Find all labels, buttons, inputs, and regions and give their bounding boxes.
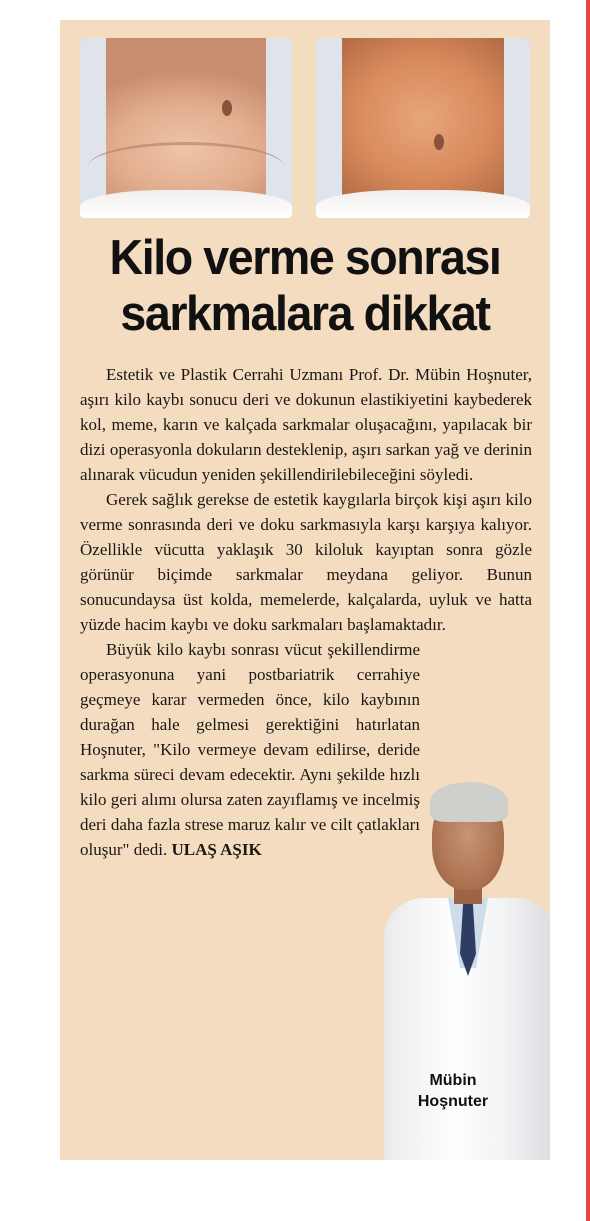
underwear	[316, 190, 530, 218]
photo-background	[266, 38, 292, 218]
paragraph-2: Gerek sağlık gerekse de estetik kaygılarla birçok kişi aşırı kilo verme sonrasında deri ve doku sarkmasıyla karşı karşıya kalıyor. Özellikle vücutta yaklaşık 30 kiloluk kayıptan sonra gözle görünür biçimde sarkmalar meydana geliyor. Bunun sonucundaysa üst kolda, memelerde, kalçalarda, uyluk ve hatta yüzde hacim kaybı ve doku sarkmaları başlamaktadır.	[80, 490, 532, 634]
after-photo	[316, 38, 530, 218]
paragraph-3	[80, 637, 420, 862]
newspaper-clipping	[60, 20, 550, 1160]
page-edge-stripe	[586, 0, 590, 1221]
headline-line-1: Kilo verme sonrası	[109, 231, 501, 285]
photo-background	[504, 38, 530, 218]
caption-line-1: Mübin	[429, 1072, 477, 1089]
doctor-portrait	[378, 772, 550, 1160]
navel	[222, 100, 232, 116]
photo-background	[80, 38, 106, 218]
before-photo	[80, 38, 292, 218]
paragraph-3-text: Büyük kilo kaybı sonrası vücut şekillendirme operasyonuna yani postbariatrik cerrahiye geçmeye karar vermeden önce, kilo kaybının durağan hale gelmesi gerektiğini hatırlatan Hoşnuter, "Kilo vermeye devam edilirse, deride sarkma süreci devam edecektir. Aynı şekilde hızlı kilo geri alımı olursa zaten zayıflamış ve incelmiş deri daha fazla strese maruz kalır ve cilt çatlakları oluşur" dedi.	[80, 640, 420, 859]
hair	[430, 782, 508, 822]
caption-line-2: Hoşnuter	[417, 1093, 489, 1110]
navel	[434, 134, 444, 150]
byline: ULAŞ AŞIK	[171, 840, 262, 859]
paragraph-1: Estetik ve Plastik Cerrahi Uzmanı Prof. Dr. Mübin Hoşnuter, aşırı kilo kaybı sonucu deri ve dokunun elastikiyetini kaybederek kol, meme, karın ve kalçada sarkmalar oluşacağını, yapılacak bir dizi operasyonla dokuların desteklenip, aşırı sarkan yağ ve derinin alınarak vücudun yeniden şekillendirilebileceğini söyledi.	[80, 365, 532, 484]
underwear	[80, 190, 292, 218]
skin-fold	[88, 142, 284, 191]
headline	[72, 230, 538, 342]
portrait-caption	[398, 1070, 508, 1112]
wrapped-column	[80, 637, 420, 862]
headline-line-2: sarkmalara dikkat	[120, 287, 490, 341]
photo-background	[316, 38, 342, 218]
